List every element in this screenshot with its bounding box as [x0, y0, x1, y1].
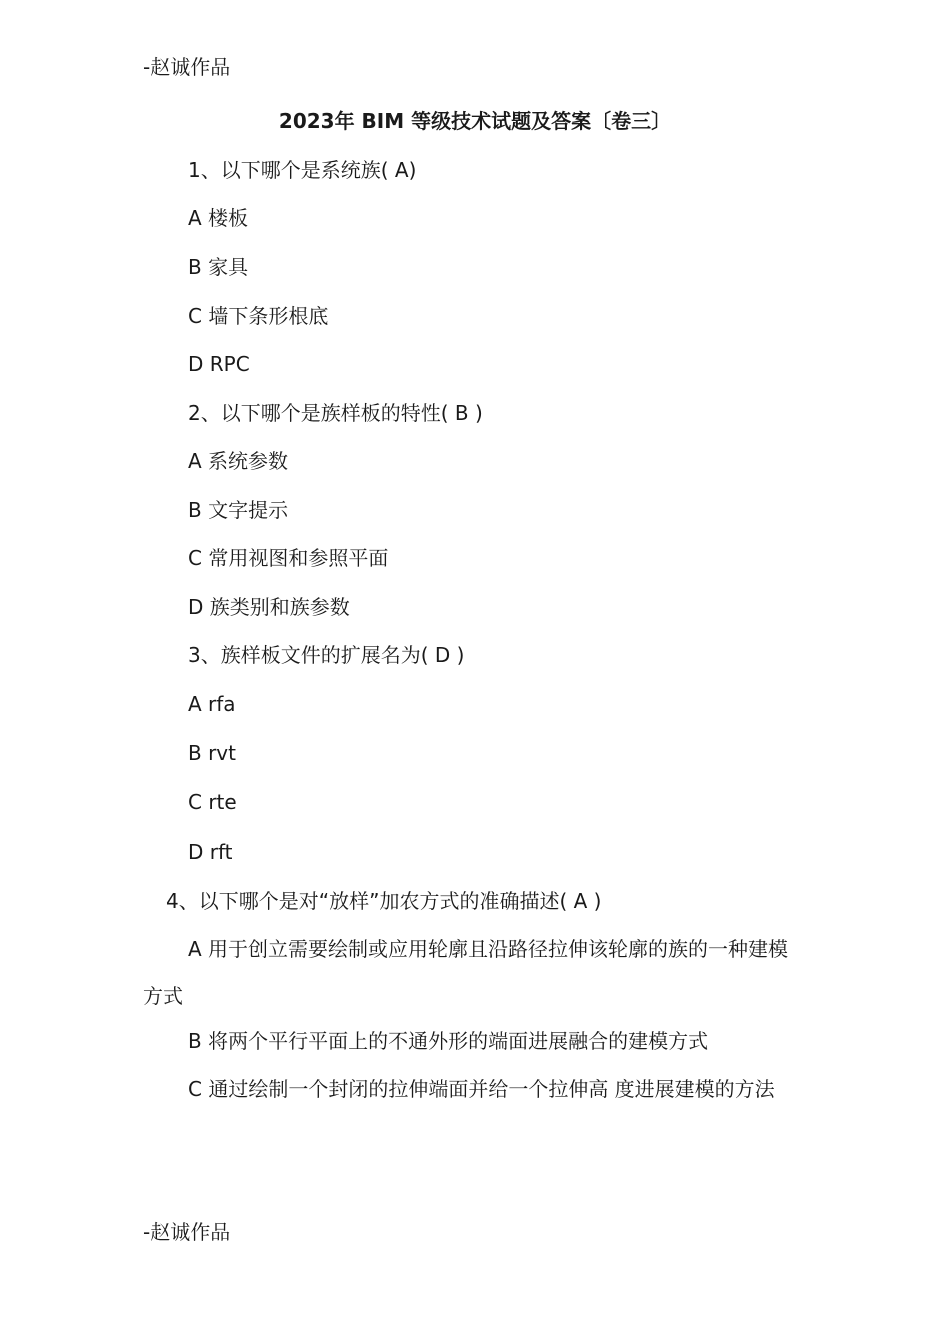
- option-b: B 家具: [188, 255, 249, 279]
- question-stem: 1、以下哪个是系统族( A): [188, 158, 417, 182]
- option-c: C 墙下条形根底: [188, 304, 329, 328]
- option-a: A 用于创立需要绘制或应用轮廓且沿路径拉伸该轮廓的族的一种建模方式: [143, 937, 789, 1008]
- question-stem: 4、以下哪个是对“放样”加农方式的准确描述( A ): [166, 889, 602, 913]
- option-b: B rvt: [188, 741, 236, 765]
- option-a: A 系统参数: [188, 449, 289, 473]
- option-d: D RPC: [188, 352, 250, 376]
- option-c: C 通过绘制一个封闭的拉伸端面并给一个拉伸高 度进展建模的方法: [188, 1077, 775, 1101]
- option-d: D 族类别和族参数: [188, 595, 350, 619]
- page-header: -赵诚作品: [143, 55, 231, 79]
- document-title: 2023年 BIM 等级技术试题及答案〔卷三〕: [278, 109, 672, 133]
- option-c: C rte: [188, 790, 237, 814]
- option-d: D rft: [188, 840, 233, 864]
- option-a: A rfa: [188, 692, 236, 716]
- option-a: A 楼板: [188, 206, 249, 230]
- question-stem: 3、族样板文件的扩展名为( D ): [188, 643, 465, 667]
- question-stem: 2、以下哪个是族样板的特性( B ): [188, 401, 483, 425]
- option-b: B 将两个平行平面上的不通外形的端面进展融合的建模方式: [188, 1029, 709, 1053]
- page-footer: -赵诚作品: [143, 1220, 231, 1244]
- option-b: B 文字提示: [188, 498, 289, 522]
- option-c: C 常用视图和参照平面: [188, 546, 389, 570]
